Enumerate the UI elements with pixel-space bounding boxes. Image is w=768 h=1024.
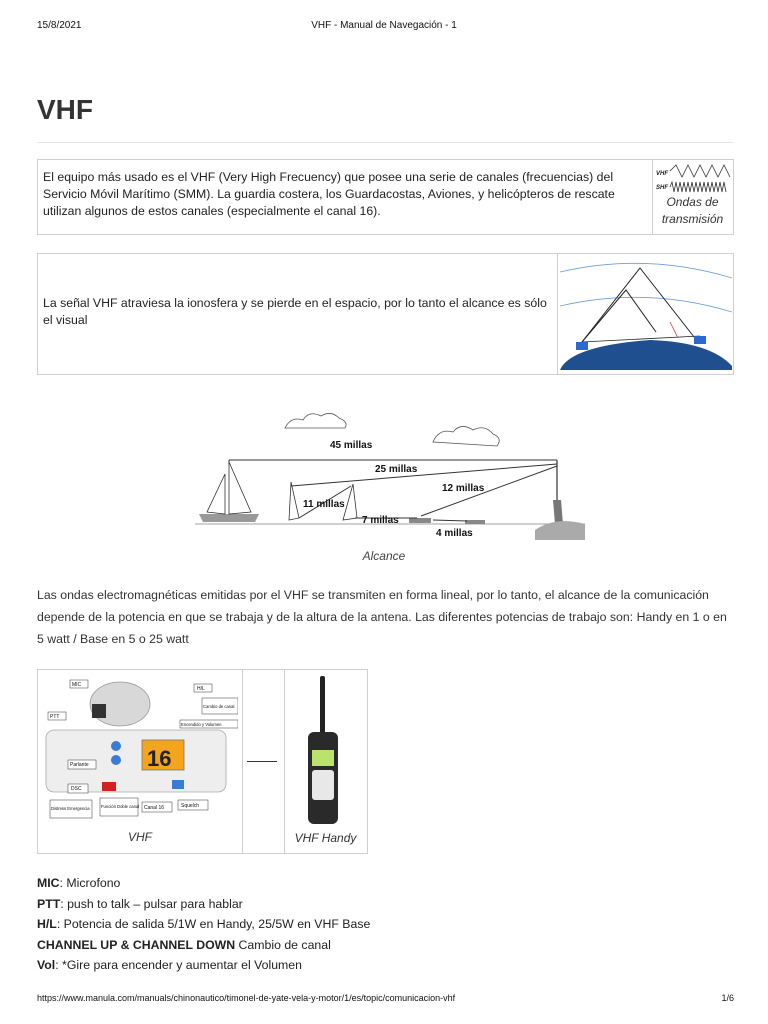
definition-desc: : Potencia de salida 5/1W en Handy, 25/5W en VHF Base (56, 917, 371, 931)
range-label-25: 25 millas (375, 464, 418, 475)
page-number: 1/6 (721, 993, 734, 1003)
callout-speaker: Parlante (70, 762, 89, 768)
callout-channel-16: Canal 16 (144, 805, 165, 811)
definition-term: MIC (37, 876, 60, 890)
table-divider (284, 670, 285, 853)
dash-line (247, 761, 277, 762)
definition-desc: : *Gire para encender y aumentar el Volumen (55, 958, 302, 972)
callout-channel-change: Cambio de canal (203, 704, 235, 709)
radio-display-value: 16 (147, 746, 172, 771)
callout-power-volume: Encendido y Volumen (181, 722, 222, 727)
signal-table (37, 253, 734, 375)
vhf-handy-image (300, 676, 350, 826)
callout-squelch: Squelch (181, 803, 200, 809)
definition-item (37, 955, 737, 976)
table-divider (557, 254, 558, 374)
wave-shf (670, 182, 726, 192)
definition-item (37, 894, 737, 915)
callout-ptt: PTT (50, 714, 60, 720)
callout-distress: Distress Emergencia (51, 806, 90, 811)
wave-label-shf: SHF (656, 185, 668, 191)
intro-table (37, 159, 734, 235)
definition-term: H/L (37, 917, 57, 931)
ionosphere-diagram (560, 258, 732, 370)
page-title: VHF (37, 94, 93, 125)
print-date: 15/8/2021 (37, 20, 82, 31)
range-caption: Alcance (362, 549, 406, 563)
definition-term: CHANNEL UP & CHANNEL DOWN (37, 937, 236, 952)
callout-dual-channel: Función Doble canal (101, 804, 140, 809)
transmission-waves-image (656, 163, 732, 195)
definition-item (37, 914, 737, 935)
table-divider (242, 670, 243, 853)
print-title: VHF - Manual de Navegación - 1 (311, 20, 457, 31)
title-divider (37, 142, 734, 143)
range-label-7: 7 millas (362, 515, 399, 526)
definition-desc: : push to talk – pulsar para hablar (60, 896, 243, 911)
definition-term: PTT (37, 896, 61, 911)
vhf-radio-image (42, 674, 238, 824)
callout-hl: H/L (197, 686, 205, 692)
radio-images-table (37, 669, 368, 854)
range-illustration (195, 400, 585, 545)
callout-mic: MIC (72, 682, 82, 688)
vhf-caption: VHF (128, 830, 152, 844)
range-label-45: 45 millas (330, 440, 373, 451)
wave-label-vhf: VHF (656, 171, 668, 177)
definition-desc: Cambio de canal (235, 937, 331, 952)
range-label-12: 12 millas (442, 483, 485, 494)
body-paragraph: Las ondas electromagnéticas emitidas por el VHF se transmiten en forma lineal, por lo tanto, el alcance de la comunicación depende de la potencia en que se trabaja y de la altura de la antena. Las diferentes potencias de trabajo son: Handy en 1 o en 5 watt / Base en 5 o 25 watt (37, 588, 727, 646)
print-url: https://www.manula.com/manuals/chinonautico/timonel-de-yate-vela-y-motor/1/es/topic/comunicacion-vhf (37, 993, 456, 1003)
wave-vhf (670, 165, 730, 177)
callout-dsc: DSC (71, 786, 82, 792)
definitions-list (37, 873, 737, 976)
range-label-4: 4 millas (436, 528, 473, 539)
signal-text: La señal VHF atraviesa la ionosfera y se pierde en el espacio, por lo tanto el alcance es sólo el visual (43, 296, 547, 327)
definition-item (37, 873, 737, 894)
range-label-11: 11 millas (303, 499, 345, 510)
vhf-handy-caption: VHF Handy (294, 831, 357, 845)
definition-term: Vol (37, 958, 56, 972)
definition-desc: : Microfono (59, 876, 121, 890)
definition-item (37, 935, 737, 956)
intro-text: El equipo más usado es el VHF (Very High Frecuency) que posee una serie de canales (frecuencias) del Servicio Móvil Marítimo (SMM). La guardia costera, los Guardacostas, Aviones, y helicópteros de rescate utilizan algunos de estos canales (especialmente el canal 16). (43, 170, 615, 218)
waves-caption: Ondas de transmisión (661, 195, 724, 226)
